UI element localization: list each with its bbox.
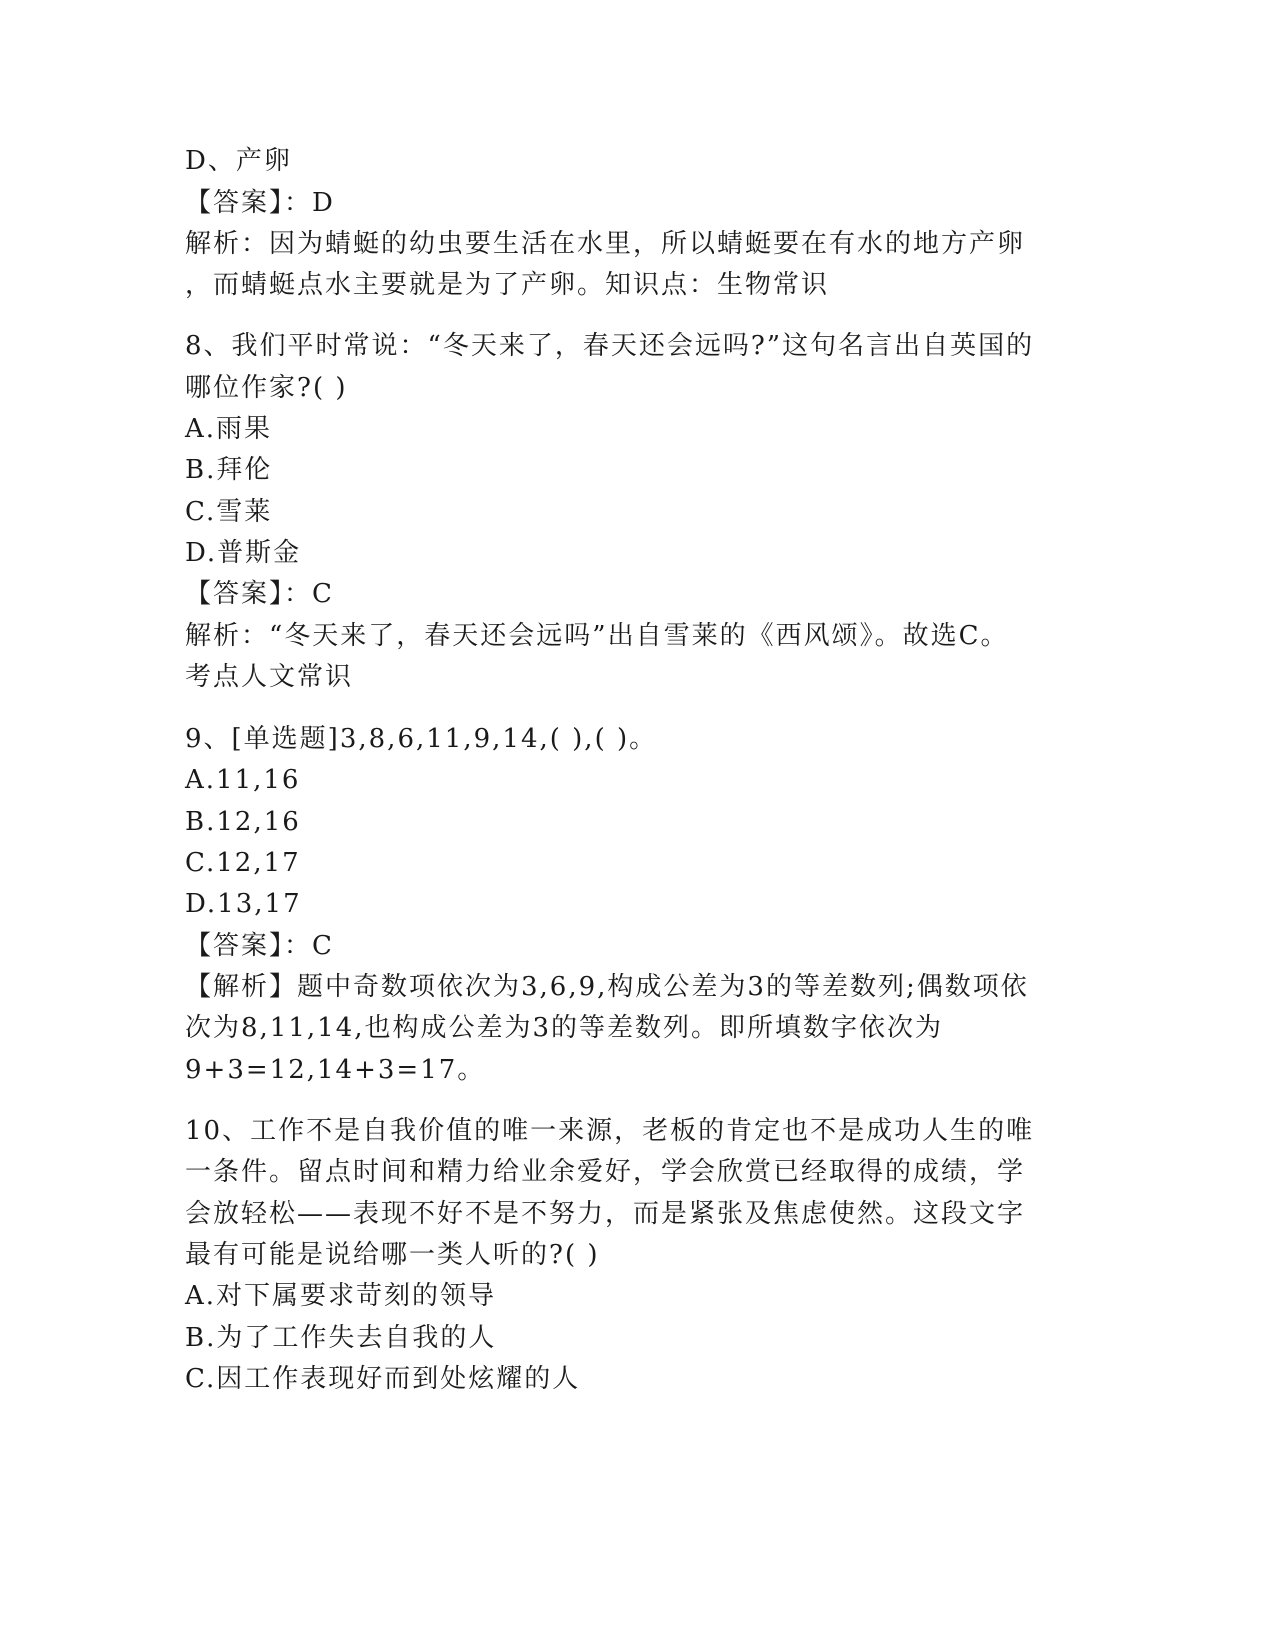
q10-question-line-3: 会放轻松——表现不好不是不努力，而是紧张及焦虑使然。这段文字 <box>185 1199 1026 1229</box>
q10-option-b: B.为了工作失去自我的人 <box>185 1323 497 1353</box>
q9-option-b: B.12,16 <box>185 807 301 837</box>
q8-analysis-line-2: 考点人文常识 <box>185 662 354 692</box>
q8-option-c: C.雪莱 <box>185 497 273 527</box>
q8-option-a: A.雨果 <box>185 414 273 444</box>
q7-answer: 【答案】：D <box>185 188 335 218</box>
q8-question-line-2: 哪位作家?( ) <box>185 373 348 403</box>
q9-analysis-line-3: 9+3=12,14+3=17。 <box>185 1055 486 1085</box>
q8-answer: 【答案】：C <box>185 579 334 609</box>
q10-question-line-4: 最有可能是说给哪一类人听的?( ) <box>185 1240 600 1270</box>
q10-question-line-2: 一条件。留点时间和精力给业余爱好，学会欣赏已经取得的成绩，学 <box>185 1157 1026 1187</box>
q10-option-c: C.因工作表现好而到处炫耀的人 <box>185 1364 581 1394</box>
q9-option-a: A.11,16 <box>185 765 301 795</box>
q9-analysis-line-1: 【解析】题中奇数项依次为3,6,9,构成公差为3的等差数列;偶数项依 <box>185 972 1029 1002</box>
q9-option-d: D.13,17 <box>185 889 302 919</box>
q9-answer: 【答案】：C <box>185 931 334 961</box>
q8-option-b: B.拜伦 <box>185 455 273 485</box>
q9-question: 9、[单选题]3,8,6,11,9,14,( ),( )。 <box>185 724 658 754</box>
q10-option-a: A.对下属要求苛刻的领导 <box>185 1281 497 1311</box>
q9-option-c: C.12,17 <box>185 848 301 878</box>
q7-analysis-line-2: ，而蜻蜓点水主要就是为了产卵。知识点：生物常识 <box>185 270 830 300</box>
q8-question-line-1: 8、我们平时常说：“冬天来了，春天还会远吗?”这句名言出自英国的 <box>185 331 1035 361</box>
q10-question-line-1: 10、工作不是自我价值的唯一来源，老板的肯定也不是成功人生的唯 <box>185 1116 1035 1146</box>
q9-analysis-line-2: 次为8,11,14,也构成公差为3的等差数列。即所填数字依次为 <box>185 1013 944 1043</box>
q8-analysis-line-1: 解析：“冬天来了，春天还会远吗”出自雪莱的《西风颂》。故选C。 <box>185 621 1009 651</box>
q8-option-d: D.普斯金 <box>185 538 302 568</box>
q7-option-d: D、产卵 <box>185 146 292 176</box>
q7-analysis-line-1: 解析：因为蜻蜓的幼虫要生活在水里，所以蜻蜓要在有水的地方产卵 <box>185 229 1026 259</box>
